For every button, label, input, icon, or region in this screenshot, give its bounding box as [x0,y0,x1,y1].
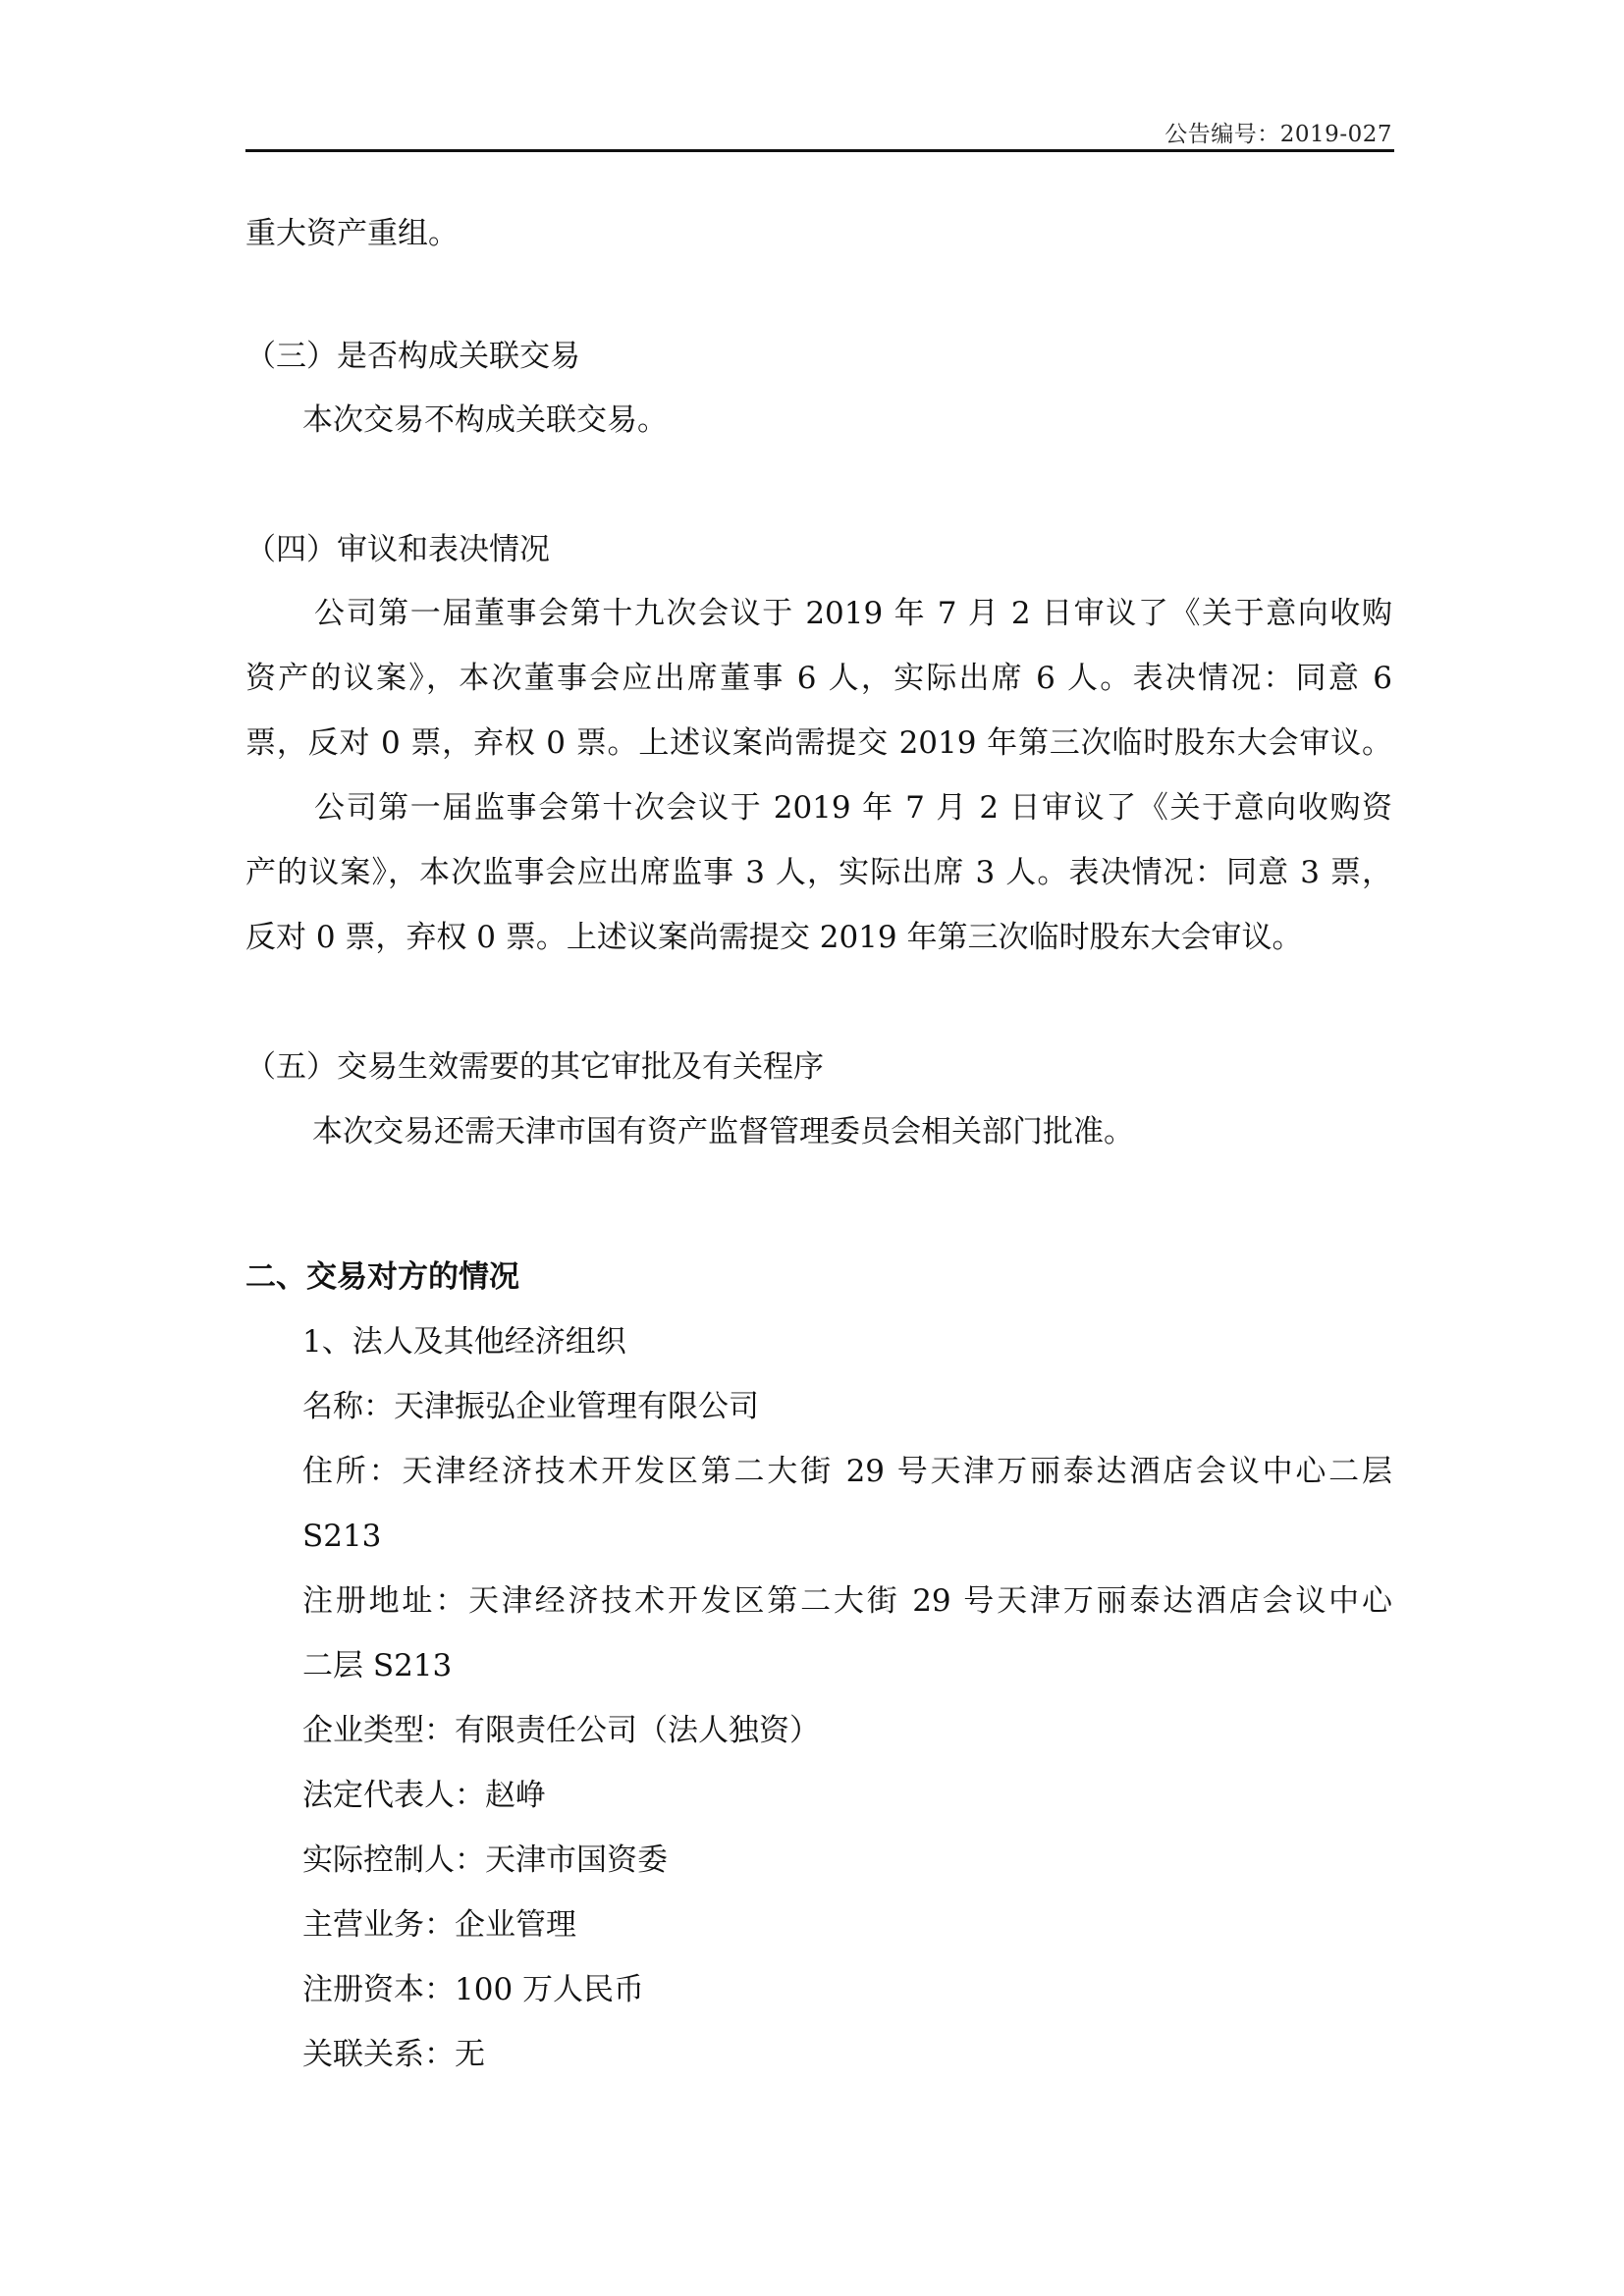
supervisor-resolution-line-2: 产的议案》，本次监事会应出席监事 3 人，实际出席 3 人。表决情况：同意 3 票， [245,855,1392,890]
field-company-type: 企业类型：有限责任公司（法人独资） [302,1713,820,1748]
field-legal-representative: 法定代表人：赵峥 [302,1778,546,1813]
heading-review-voting: （四）审议和表决情况 [245,532,550,567]
other-approvals-text: 本次交易还需天津市国有资产监督管理委员会相关部门批准。 [312,1114,1134,1149]
section-title-counterparty: 二、交易对方的情况 [245,1259,519,1295]
supervisor-resolution-line-1: 公司第一届监事会第十次会议于 2019 年 7 月 2 日审议了《关于意向收购资 [314,790,1392,826]
board-resolution-line-1: 公司第一届董事会第十九次会议于 2019 年 7 月 2 日审议了《关于意向收购 [314,596,1392,631]
field-address-line-2: S213 [302,1519,382,1554]
field-actual-controller: 实际控制人：天津市国资委 [302,1842,668,1878]
field-related-relationship: 关联关系：无 [302,2037,485,2072]
paragraph-continuation: 重大资产重组。 [245,216,459,251]
field-registered-address-line-2: 二层 S213 [302,1648,453,1683]
board-resolution-line-3: 票，反对 0 票，弃权 0 票。上述议案尚需提交 2019 年第三次临时股东大会审议。 [245,725,1392,761]
heading-related-transaction: （三）是否构成关联交易 [245,339,580,374]
field-registered-address-line-1: 注册地址：天津经济技术开发区第二大街 29 号天津万丽泰达酒店会议中心 [302,1583,1392,1619]
subsection-legal-entity: 1、法人及其他经济组织 [302,1324,626,1360]
field-main-business: 主营业务：企业管理 [302,1907,576,1943]
supervisor-resolution-line-3: 反对 0 票，弃权 0 票。上述议案尚需提交 2019 年第三次临时股东大会审议。 [245,920,1303,955]
announcement-number: 公告编号：2019-027 [1164,122,1392,147]
related-transaction-text: 本次交易不构成关联交易。 [302,402,668,438]
field-registered-capital: 注册资本：100 万人民币 [302,1972,645,2007]
heading-other-approvals: （五）交易生效需要的其它审批及有关程序 [245,1049,824,1085]
board-resolution-line-2: 资产的议案》，本次董事会应出席董事 6 人，实际出席 6 人。表决情况：同意 6 [245,661,1392,696]
field-address-line-1: 住所：天津经济技术开发区第二大街 29 号天津万丽泰达酒店会议中心二层 [302,1454,1392,1489]
field-name: 名称：天津振弘企业管理有限公司 [302,1389,759,1424]
header-divider [245,149,1394,152]
